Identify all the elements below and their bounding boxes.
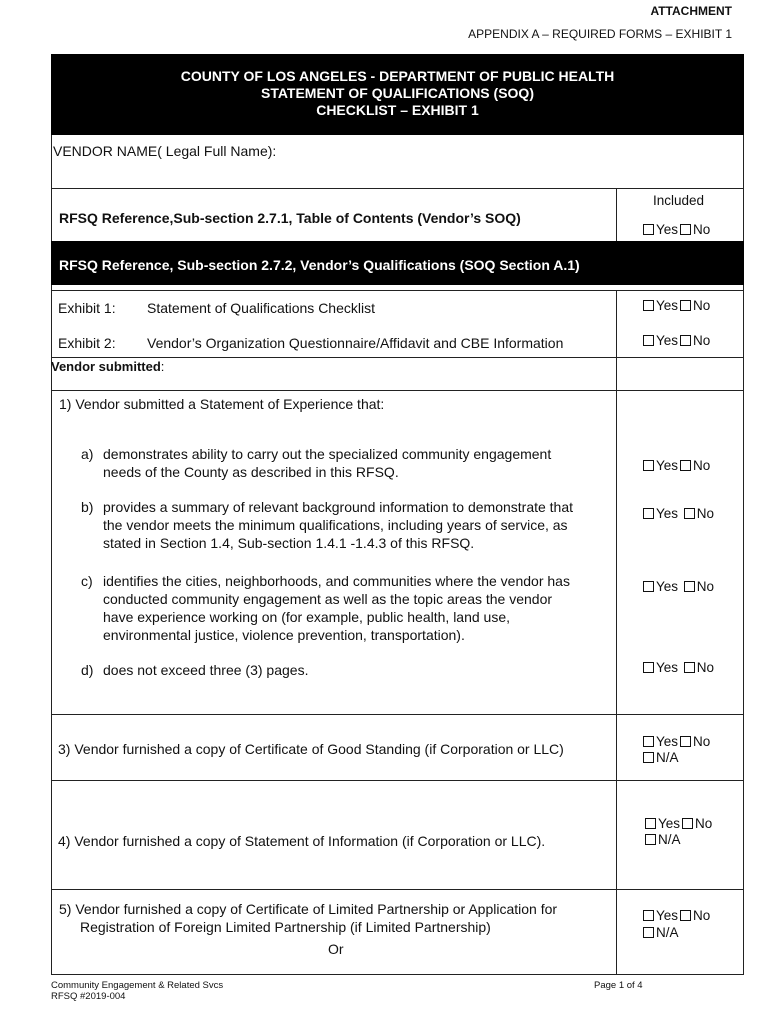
- row-divider: [51, 889, 744, 890]
- no-label: No: [693, 458, 711, 473]
- item-5-na-option: [641, 925, 679, 940]
- footer-program: Community Engagement & Related Svcs: [51, 980, 224, 991]
- column-divider: [616, 188, 617, 241]
- exhibit-2-number: Exhibit 2:: [58, 335, 116, 351]
- no-checkbox[interactable]: [684, 508, 695, 519]
- subitem-b-letter: b): [81, 499, 94, 515]
- yes-label: Yes: [656, 908, 679, 923]
- yes-label: Yes: [656, 222, 679, 237]
- vendor-submitted-bold: Vendor submitted: [51, 359, 161, 374]
- footer-page-number: Page 1 of 4: [594, 980, 643, 991]
- item-3-label: 3) Vendor furnished a copy of Certificate of Good Standing (if Corporation or LLC): [58, 741, 564, 757]
- yes-label: Yes: [656, 333, 679, 348]
- item-4-options: [643, 816, 712, 831]
- no-checkbox[interactable]: [680, 910, 691, 921]
- toc-reference-label: RFSQ Reference,Sub-section 2.7.1, Table of Contents (Vendor’s SOQ): [59, 210, 521, 226]
- item-3-options: [641, 734, 710, 749]
- subitem-c-line: identifies the cities, neighborhoods, and communities where the vendor has: [103, 573, 570, 589]
- row-divider: [51, 714, 744, 715]
- table-border-bottom: [51, 974, 744, 975]
- subitem-c-options: [641, 579, 714, 594]
- subitem-c-line: conducted community engagement as well as the topic areas the vendor: [103, 591, 553, 607]
- no-checkbox[interactable]: [684, 662, 695, 673]
- yes-checkbox[interactable]: [643, 581, 654, 592]
- no-checkbox[interactable]: [680, 300, 691, 311]
- subitem-b-line: the vendor meets the minimum qualifications, including years of service, as: [103, 517, 568, 533]
- item-5-line-2: Registration of Foreign Limited Partnership (if Limited Partnership): [80, 919, 491, 935]
- subitem-d-letter: d): [81, 662, 94, 678]
- na-checkbox[interactable]: [643, 752, 654, 763]
- yes-checkbox[interactable]: [643, 224, 654, 235]
- yes-checkbox[interactable]: [643, 910, 654, 921]
- no-label: No: [696, 660, 715, 675]
- na-checkbox[interactable]: [643, 927, 654, 938]
- subitem-d-text: [103, 661, 308, 679]
- section-a1-header: RFSQ Reference, Sub-section 2.7.2, Vendor’s Qualifications (SOQ Section A.1): [51, 241, 744, 285]
- yes-checkbox[interactable]: [643, 335, 654, 346]
- subitem-b-line: stated in Section 1.4, Sub-section 1.4.1 -1.4.3 of this RFSQ.: [103, 535, 475, 551]
- no-checkbox[interactable]: [684, 581, 695, 592]
- included-header: Included: [653, 193, 705, 208]
- title-line-3: CHECKLIST – EXHIBIT 1: [316, 102, 479, 118]
- item-4-label: 4) Vendor furnished a copy of Statement of Information (if Corporation or LLC).: [58, 833, 546, 849]
- na-label: N/A: [656, 750, 679, 765]
- vendor-submitted-label: [51, 359, 164, 374]
- exhibit-1-number: Exhibit 1:: [58, 300, 116, 316]
- yes-label: Yes: [656, 458, 679, 473]
- item-3-na-option: [641, 750, 679, 765]
- exhibit-2-title: Vendor’s Organization Questionnaire/Affidavit and CBE Information: [147, 335, 564, 351]
- form-title-block: [51, 54, 744, 135]
- exhibit-2-options: [641, 333, 710, 348]
- no-label: No: [693, 333, 711, 348]
- title-line-1: COUNTY OF LOS ANGELES - DEPARTMENT OF PUBLIC HEALTH: [180, 68, 615, 84]
- subitem-a-options: [641, 458, 710, 473]
- subitem-c-letter: c): [81, 573, 93, 589]
- na-checkbox[interactable]: [645, 834, 656, 845]
- yes-label: Yes: [656, 734, 679, 749]
- no-checkbox[interactable]: [680, 460, 691, 471]
- footer-left: [51, 980, 223, 1002]
- yes-checkbox[interactable]: [643, 662, 654, 673]
- no-label: No: [695, 816, 713, 831]
- no-checkbox[interactable]: [682, 818, 693, 829]
- exhibit-1-options: [641, 298, 710, 313]
- item-5-text: [59, 900, 557, 936]
- subitem-a-letter: a): [81, 446, 94, 462]
- title-line-2: STATEMENT OF QUALIFICATIONS (SOQ): [261, 85, 534, 101]
- na-label: N/A: [656, 925, 679, 940]
- row-divider: [51, 357, 744, 358]
- no-checkbox[interactable]: [680, 224, 691, 235]
- vendor-name-label: VENDOR NAME( Legal Full Name):: [53, 143, 277, 159]
- column-divider: [616, 290, 617, 974]
- yes-label: Yes: [658, 816, 681, 831]
- yes-label: Yes: [656, 506, 679, 521]
- no-label: No: [696, 506, 715, 521]
- footer-rfsq-number: RFSQ #2019-004: [51, 991, 126, 1002]
- yes-label: Yes: [656, 579, 679, 594]
- na-label: N/A: [658, 832, 681, 847]
- row-divider: [51, 188, 744, 189]
- subitem-a-line: needs of the County as described in this RFSQ.: [103, 464, 399, 480]
- no-label: No: [693, 298, 711, 313]
- appendix-label: APPENDIX A – REQUIRED FORMS – EXHIBIT 1: [468, 27, 732, 41]
- subitem-a-line: demonstrates ability to carry out the specialized community engagement: [103, 446, 552, 462]
- row-divider: [51, 390, 744, 391]
- no-label: No: [696, 579, 715, 594]
- yes-checkbox[interactable]: [643, 508, 654, 519]
- yes-label: Yes: [656, 298, 679, 313]
- no-label: No: [693, 222, 711, 237]
- attachment-label: ATTACHMENT: [650, 4, 732, 18]
- subitem-c-line: environmental justice, violence prevention, transportation).: [103, 627, 465, 643]
- item-5-or: Or: [328, 941, 344, 957]
- yes-checkbox[interactable]: [643, 460, 654, 471]
- item-5-line-1: 5) Vendor furnished a copy of Certificate of Limited Partnership or Application for: [59, 901, 558, 917]
- subitem-a-text: [103, 445, 551, 481]
- subitem-b-text: [103, 498, 573, 552]
- exhibit-1-title: Statement of Qualifications Checklist: [147, 300, 375, 316]
- no-label: No: [693, 908, 711, 923]
- no-checkbox[interactable]: [680, 736, 691, 747]
- item-5-options: [641, 908, 710, 923]
- vendor-submitted-colon: :: [160, 359, 165, 374]
- item-4-na-option: [643, 832, 681, 847]
- no-label: No: [693, 734, 711, 749]
- yes-checkbox[interactable]: [643, 300, 654, 311]
- no-checkbox[interactable]: [680, 335, 691, 346]
- yes-checkbox[interactable]: [643, 736, 654, 747]
- row-divider: [51, 780, 744, 781]
- subitem-c-line: have experience working on (for example, public health, land use,: [103, 609, 511, 625]
- toc-options: [641, 222, 710, 237]
- subitem-b-line: provides a summary of relevant background information to demonstrate that: [103, 499, 574, 515]
- yes-checkbox[interactable]: [645, 818, 656, 829]
- subitem-b-options: [641, 506, 714, 521]
- item-1-label: 1) Vendor submitted a Statement of Experience that:: [59, 396, 385, 412]
- yes-label: Yes: [656, 660, 679, 675]
- subitem-c-text: [103, 572, 570, 644]
- row-divider: [51, 290, 744, 291]
- subitem-d-options: [641, 660, 714, 675]
- subitem-d-line: does not exceed three (3) pages.: [103, 662, 309, 678]
